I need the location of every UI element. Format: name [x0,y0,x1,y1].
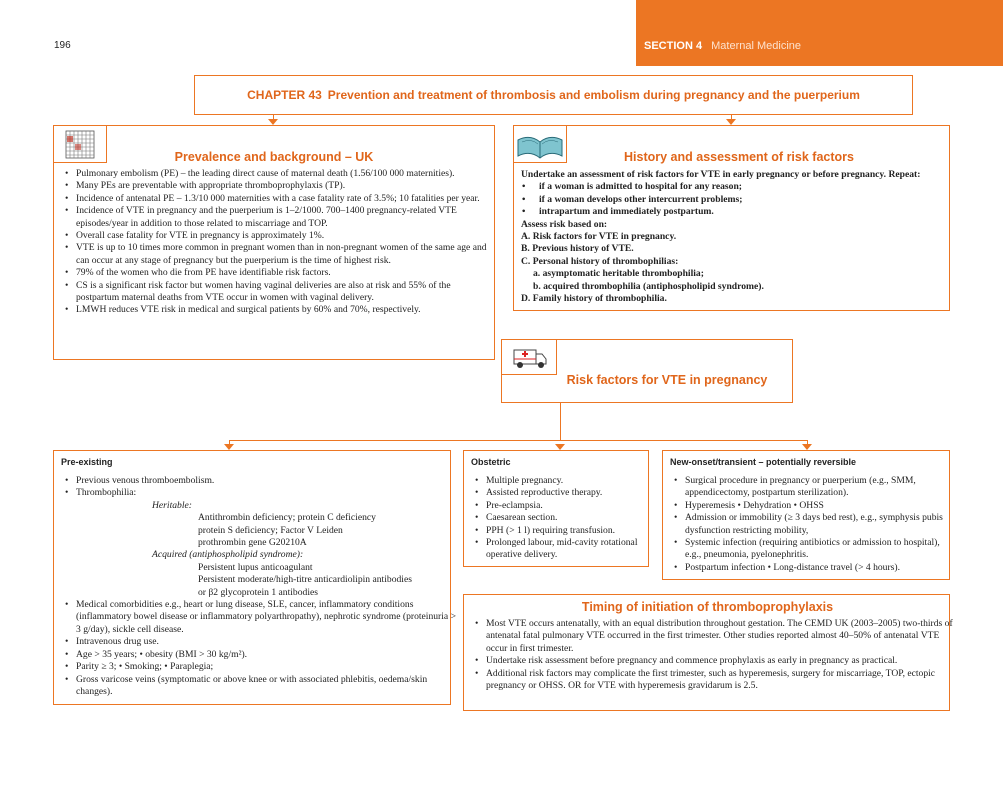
list-item: • VTE is up to 10 times more common in pregnant women than in non-pregnant women of the same age and can occur at any stage of pregnancy but the puerperium is the time of highest risk. [76,242,496,267]
acquired-item: Persistent lupus anticoagulant [198,561,313,573]
list-item: • Postpartum infection • Long-distance travel (> 4 hours). [685,562,957,574]
list-item: • Pulmonary embolism (PE) – the leading direct cause of maternal death (1.56/100 000 maternities). [76,168,496,180]
list-item: • Pre-eclampsia. [486,500,656,512]
transient-list [673,475,957,574]
history-repeat-list [521,181,946,218]
list-item: • Parity ≥ 3; • Smoking; • Paraplegia; [76,661,456,673]
history-assess: Assess risk based on: [521,218,608,230]
transient-box [662,450,950,580]
list-item [76,487,456,599]
acquired-item: or β2 glycoprotein 1 antibodies [198,586,318,598]
history-item-d: D. Family history of thrombophilia. [521,293,667,305]
list-item: • Assisted reproductive therapy. [486,487,656,499]
list-item: • Medical comorbidities e.g., heart or lung disease, SLE, cancer, inflammatory conditions (inflammatory bowel disease or inflammatory polyarthropathy), nephrotic syndrome (proteinuria > 3 g/day), sickle cell disease. [76,599,456,636]
history-item-cb: b. acquired thrombophilia (antiphospholipid syndrome). [533,280,764,292]
list-item: • 79% of the women who die from PE have identifiable risk factors. [76,267,496,279]
list-item: • Overall case fatality for VTE in pregnancy is approximately 1%. [76,230,496,242]
list-item: • Systemic infection (requiring antibiotics or admission to hospital), e.g., pneumonia, pyelonephritis. [685,537,957,562]
section-banner [636,0,1003,66]
timing-list [474,618,954,692]
prevalence-title: Prevalence and background – UK [174,150,374,164]
acquired-item: Persistent moderate/high-titre anticardiolipin antibodies [198,574,412,586]
list-item-text: Thrombophilia: [76,487,137,499]
obstetric-list [474,475,656,562]
list-item: • LMWH reduces VTE risk in medical and surgical patients by 60% and 70%, respectively. [76,304,496,316]
transient-title: New-onset/transient – potentially reversible [670,457,857,467]
list-item: • if a woman develops other intercurrent problems; [533,194,946,206]
chapter-label: CHAPTER 43 [247,88,322,102]
list-item: • Surgical procedure in pregnancy or puerperium (e.g., SMM, appendicectomy, postpartum sterilization). [685,475,957,500]
history-item-b: B. Previous history of VTE. [521,243,634,255]
heritable-item: Antithrombin deficiency; protein C deficiency [198,512,376,524]
list-item: • Intravenous drug use. [76,636,456,648]
history-item-ca: a. asymptomatic heritable thrombophilia; [533,268,704,280]
connector [229,440,808,441]
prevalence-list [64,168,496,317]
section-label: SECTION 4 [644,40,703,52]
history-title: History and assessment of risk factors [624,150,854,164]
chapter-title-box [194,75,913,115]
list-item: • intrapartum and immediately postpartum. [533,206,946,218]
preexisting-title: Pre-existing [61,457,113,467]
connector [560,403,561,441]
acquired-label: Acquired (antiphospholipid syndrome): [152,549,304,561]
history-item-c: C. Personal history of thrombophilias: [521,255,679,267]
page-number: 196 [54,40,71,51]
list-item: • CS is a significant risk factor but women having vaginal deliveries are also at risk and 55% of the postpartum maternal deaths from VTE occur in women with vaginal delivery. [76,280,496,305]
list-item: • PPH (> 1 l) requiring transfusion. [486,525,656,537]
heritable-item: protein S deficiency; Factor V Leiden [198,524,343,536]
list-item: • Undertake risk assessment before pregnancy and commence prophylaxis as early in pregnancy as practical. [486,655,954,667]
list-item: • Admission or immobility (≥ 3 days bed rest), e.g., symphysis pubis dysfunction restricting mobility, [685,512,957,537]
history-intro: Undertake an assessment of risk factors for VTE in early pregnancy or before pregnancy. Repeat: [521,169,921,180]
risk-factors-box [501,339,793,403]
list-item: • Incidence of VTE in pregnancy and the puerperium is 1–2/1000. 700–1400 pregnancy-related VTE episodes/year in addition to those related to miscarriage and TOP. [76,205,496,230]
list-item: • Many PEs are preventable with appropriate thromboprophylaxis (TP). [76,180,496,192]
ambulance-icon [502,340,557,375]
open-book-icon [514,126,567,163]
preexisting-box [53,450,456,705]
list-item: • if a woman is admitted to hospital for any reason; [533,181,946,193]
list-item: • Previous venous thromboembolism. [76,475,456,487]
timing-title: Timing of initiation of thromboprophylaxis [581,600,834,614]
history-box [513,125,950,311]
section-title: Maternal Medicine [711,40,802,52]
prevalence-box [53,125,495,360]
obstetric-box [463,450,649,567]
list-item: • Hyperemesis • Dehydration • OHSS [685,500,957,512]
list-item: • Gross varicose veins (symptomatic or above knee or with associated phlebitis, oedema/skin changes). [76,674,456,699]
heritable-label: Heritable: [152,499,192,511]
history-item-a: A. Risk factors for VTE in pregnancy. [521,231,677,243]
preexisting-list [64,475,456,698]
grid-chart-icon [54,126,107,163]
list-item: • Age > 35 years; • obesity (BMI > 30 kg/m²). [76,649,456,661]
risk-factors-title: Risk factors for VTE in pregnancy [566,373,768,387]
list-item: • Multiple pregnancy. [486,475,656,487]
timing-box [463,594,953,711]
list-item: • Prolonged labour, mid-cavity rotational operative delivery. [486,537,656,562]
heritable-item: prothrombin gene G20210A [198,537,307,549]
list-item: • Caesarean section. [486,512,656,524]
list-item: • Most VTE occurs antenatally, with an equal distribution throughout gestation. The CEMD UK (2003–2005) two-thirds of antenatal fatal pulmonary VTE occurred in the first trimester. Other studies reported almost 40–50% of antenatal VTE occur in first trimester. [486,618,954,655]
list-item: • Additional risk factors may complicate the first trimester, such as hyperemesis, surgery for miscarriage, TOP, ectopic pregnancy or OHSS. OR for VTE with hyperemesis gravidarum is 2.5. [486,668,954,693]
section-header [644,40,801,52]
list-item: • Incidence of antenatal PE – 1.3/10 000 maternities with a case fatality rate of 3.5%; 10 fatalities per year. [76,193,496,205]
chapter-title: Prevention and treatment of thrombosis and embolism during pregnancy and the puerperium [327,88,860,102]
obstetric-title: Obstetric [471,457,511,467]
history-content [521,169,946,305]
